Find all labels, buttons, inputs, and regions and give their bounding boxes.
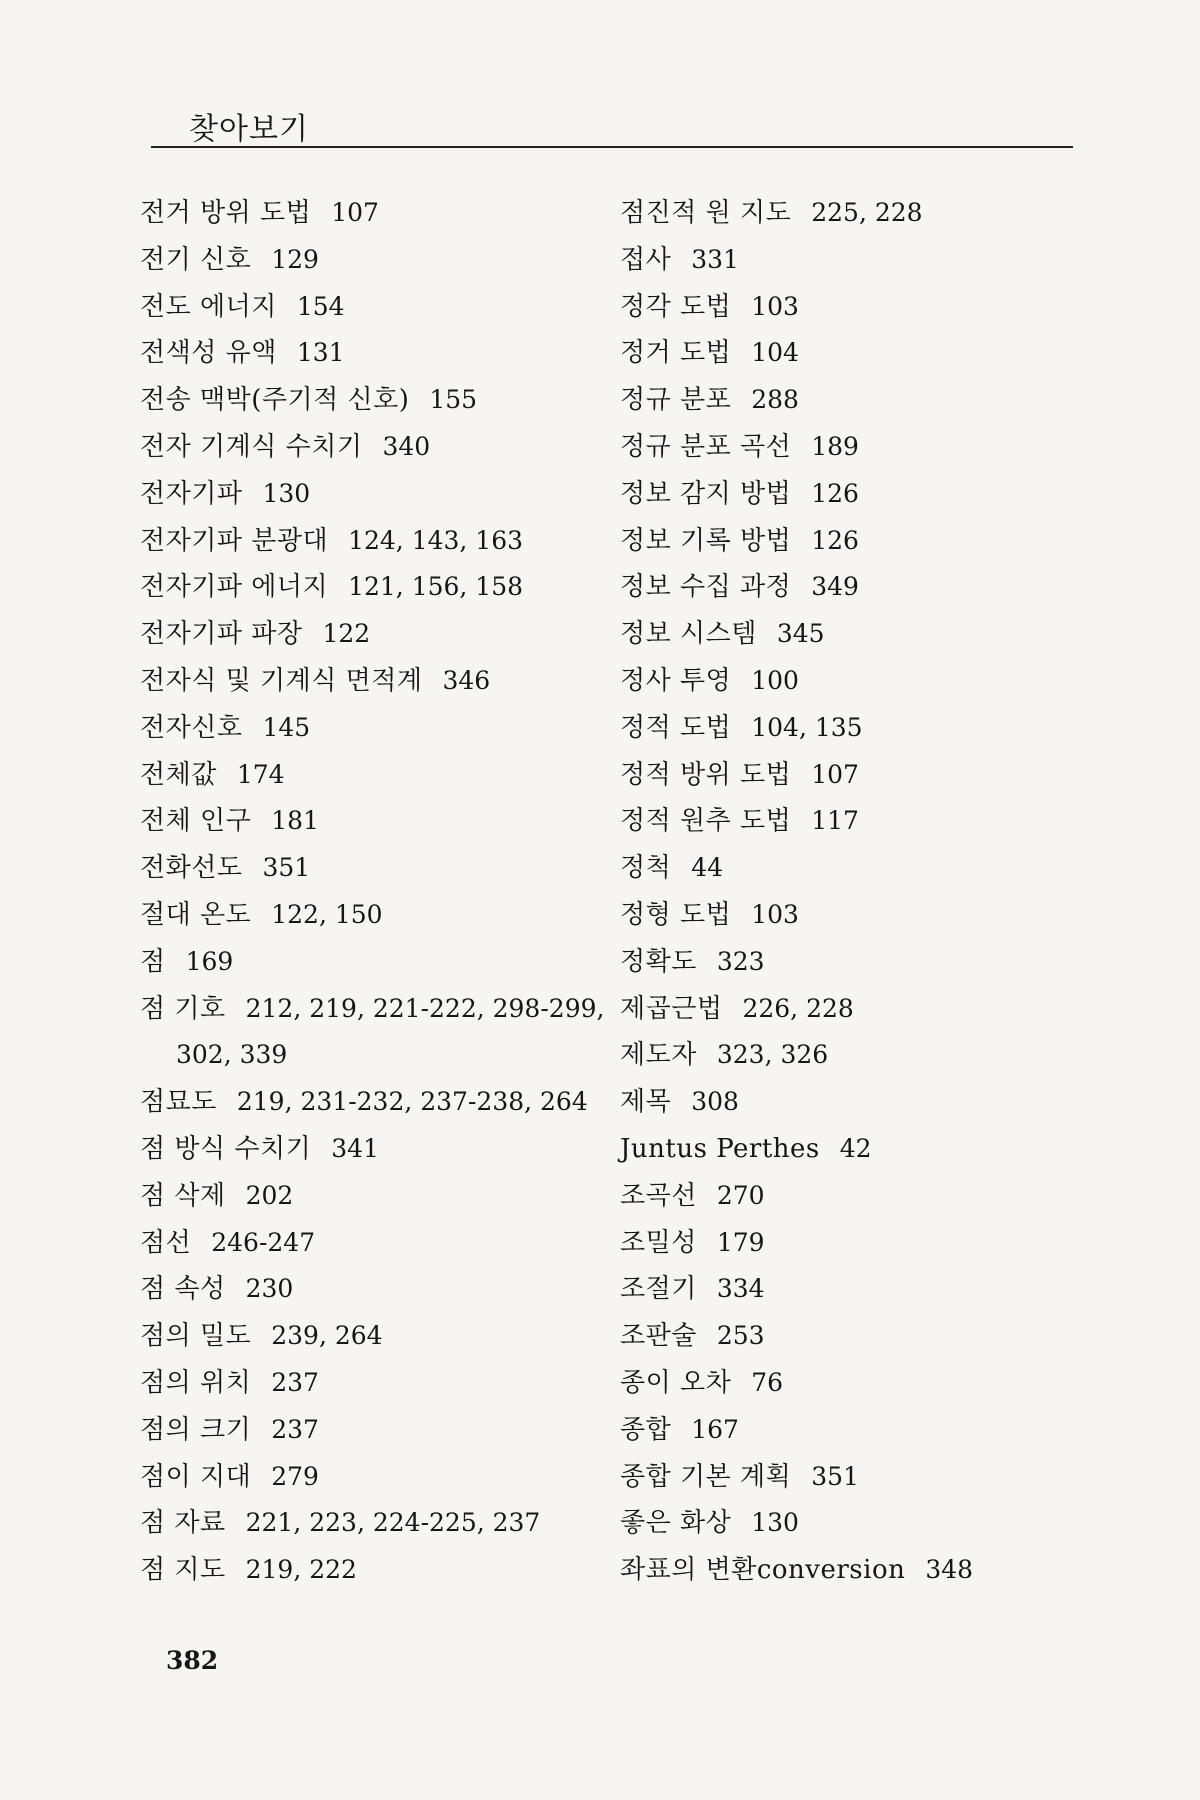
index-pages: 221, 223, 224-225, 237: [245, 1508, 541, 1538]
index-entry: [620, 190, 1100, 237]
index-pages: 42: [839, 1133, 872, 1163]
index-term: 제곱근법: [620, 993, 723, 1024]
index-entry: [140, 845, 620, 892]
index-term: 정적 방위 도법: [620, 759, 792, 790]
index-pages: 253: [716, 1321, 765, 1351]
index-term: 점의 크기: [140, 1414, 252, 1445]
index-entry: [620, 1407, 1100, 1454]
index-entry: [140, 752, 620, 799]
index-pages: 308: [691, 1087, 739, 1117]
index-term: 정보 수집 과정: [620, 572, 792, 603]
index-term: 조밀성: [620, 1227, 697, 1258]
index-pages: 202: [245, 1180, 294, 1210]
index-term: 전자기파 분광대: [140, 525, 329, 556]
index-entry: [620, 845, 1100, 892]
index-entry: [620, 1126, 1100, 1173]
index-term: 정확도: [620, 946, 697, 977]
index-entry: [140, 1032, 620, 1079]
index-pages: 349: [811, 572, 859, 602]
index-term: 정적 도법: [620, 712, 732, 743]
index-term: 전체 인구: [140, 806, 252, 837]
index-term: 점이 지대: [140, 1461, 252, 1492]
index-entry: [140, 471, 620, 518]
index-entry: [620, 1313, 1100, 1360]
index-pages: 212, 219, 221-222, 298-299,: [245, 993, 605, 1023]
index-term: 점: [140, 946, 166, 977]
page-number: 382: [166, 1646, 219, 1675]
index-pages: 230: [245, 1274, 294, 1304]
index-term: 전자기파 에너지: [140, 572, 329, 603]
index-entry: [140, 939, 620, 986]
index-term: 정척: [620, 853, 672, 884]
index-pages: 181: [271, 806, 319, 836]
index-pages: 219, 231-232, 237-238, 264: [236, 1087, 588, 1117]
index-pages: 174: [236, 759, 285, 789]
index-pages: 155: [429, 385, 478, 415]
index-term: 점의 밀도: [140, 1321, 252, 1352]
index-entry: [620, 658, 1100, 705]
index-term: 전화선도: [140, 853, 243, 884]
index-pages: 334: [716, 1274, 765, 1304]
index-entry: [140, 564, 620, 611]
index-entry: [140, 377, 620, 424]
index-pages: 219, 222: [245, 1555, 357, 1585]
index-pages: 346: [442, 665, 491, 695]
index-term: 정보 감지 방법: [620, 478, 792, 509]
index-term: 점 방식 수치기: [140, 1133, 312, 1164]
index-pages: 107: [331, 198, 379, 227]
index-entry: [140, 1313, 620, 1360]
index-entry: [140, 284, 620, 331]
index-entry: [140, 237, 620, 284]
index-term: 종합 기본 계획: [620, 1461, 792, 1492]
index-term: 정보 시스템: [620, 619, 757, 650]
index-term: 좌표의 변환conversion: [620, 1555, 906, 1586]
index-pages: 246-247: [211, 1227, 316, 1257]
index-term: 정각 도법: [620, 291, 732, 322]
index-pages: 189: [811, 431, 859, 461]
index-term: 종이 오차: [620, 1367, 732, 1398]
index-pages: 331: [691, 244, 739, 274]
index-entry: [620, 1173, 1100, 1220]
index-entry: [140, 1360, 620, 1407]
index-term: 조판술: [620, 1321, 697, 1352]
index-entry: [620, 564, 1100, 611]
index-term: 전자 기계식 수치기: [140, 431, 363, 462]
index-term: 정거 도법: [620, 338, 732, 369]
index-column-left: [140, 190, 620, 1594]
index-term: 정적 원추 도법: [620, 806, 792, 837]
index-term: 전기 신호: [140, 244, 252, 275]
index-entry: [140, 1126, 620, 1173]
index-pages: 129: [271, 244, 319, 274]
index-pages: 237: [271, 1414, 319, 1444]
index-entry: [620, 284, 1100, 331]
index-pages: 131: [296, 338, 345, 368]
index-term: 점 기호: [140, 993, 226, 1024]
index-entry: [140, 611, 620, 658]
index-term: 조절기: [620, 1274, 697, 1305]
index-term: 점선: [140, 1227, 192, 1258]
index-term: 전거 방위 도법: [140, 198, 312, 228]
index-pages: 104, 135: [751, 712, 863, 742]
index-pages: 126: [811, 525, 859, 555]
index-entry: [140, 1079, 620, 1126]
index-entry: [620, 705, 1100, 752]
index-term: 점 속성: [140, 1274, 226, 1305]
index-entry: [140, 705, 620, 752]
index-pages: 225, 228: [811, 198, 923, 227]
index-entry: [140, 658, 620, 705]
index-pages: 103: [751, 291, 799, 321]
index-term: 전자기파: [140, 478, 243, 509]
index-entry: [620, 798, 1100, 845]
index-pages: 124, 143, 163: [348, 525, 524, 555]
index-pages: 126: [811, 478, 859, 508]
index-entry: [620, 1266, 1100, 1313]
index-pages: 237: [271, 1367, 319, 1397]
index-term: 점묘도: [140, 1087, 217, 1118]
index-entry: [140, 1220, 620, 1267]
index-term: 제도자: [620, 1040, 697, 1071]
running-header: [151, 86, 1073, 148]
index-entry: [620, 518, 1100, 565]
index-pages: 122, 150: [271, 899, 383, 929]
index-term: 정사 투영: [620, 665, 732, 696]
index-pages: 122: [322, 619, 371, 649]
index-term: 전송 맥박(주기적 신호): [140, 385, 410, 416]
index-entry: [620, 892, 1100, 939]
index-entry: [140, 518, 620, 565]
index-entry: [620, 611, 1100, 658]
index-term: 점 자료: [140, 1508, 226, 1539]
index-pages: 323, 326: [716, 1040, 829, 1070]
index-pages: 154: [296, 291, 345, 321]
index-pages: 226, 228: [742, 993, 854, 1023]
index-pages: 345: [776, 619, 825, 649]
index-pages: 130: [751, 1508, 799, 1538]
index-term: 종합: [620, 1414, 672, 1445]
index-pages: 104: [751, 338, 799, 368]
index-pages: 270: [716, 1180, 765, 1210]
index-entry: [620, 1220, 1100, 1267]
index-pages: 76: [751, 1367, 784, 1397]
header-title: 찾아보기: [189, 112, 309, 147]
index-term: 정규 분포 곡선: [620, 431, 792, 462]
index-term: 제목: [620, 1087, 672, 1118]
index-entry: [140, 892, 620, 939]
index-entry: [620, 237, 1100, 284]
index-pages: 117: [811, 806, 859, 836]
index-pages: 351: [811, 1461, 859, 1491]
index-term: 절대 온도: [140, 899, 252, 930]
index-pages: 323: [716, 946, 765, 976]
index-term: 전도 에너지: [140, 291, 277, 322]
index-entry: [140, 1547, 620, 1594]
index-term: 전색성 유액: [140, 338, 277, 369]
index-term: 점 지도: [140, 1555, 226, 1586]
index-term: 접사: [620, 244, 672, 275]
index-entry: [620, 939, 1100, 986]
index-term: Juntus Perthes: [620, 1133, 820, 1164]
index-pages: 351: [262, 853, 311, 883]
index-term: 정형 도법: [620, 899, 732, 930]
index-entry: [140, 1173, 620, 1220]
index-pages: 348: [925, 1555, 974, 1585]
index-pages: 44: [691, 853, 724, 883]
index-pages: 103: [751, 899, 799, 929]
index-entry: [140, 986, 620, 1033]
index-term: 조곡선: [620, 1180, 697, 1211]
index-pages: 179: [716, 1227, 765, 1257]
index-entry: [620, 1079, 1100, 1126]
index-pages: 121, 156, 158: [348, 572, 524, 602]
index-pages: 341: [331, 1133, 379, 1163]
index-entry: [140, 330, 620, 377]
index-entry: [620, 986, 1100, 1033]
index-pages: 279: [271, 1461, 319, 1491]
index-pages: 340: [382, 431, 431, 461]
index-entry: [620, 1032, 1100, 1079]
index-pages: 145: [262, 712, 311, 742]
index-term: 좋은 화상: [620, 1508, 732, 1539]
index-entry: [620, 377, 1100, 424]
index-term: 정규 분포: [620, 385, 732, 416]
index-pages: 130: [262, 478, 311, 508]
index-entry: [140, 1407, 620, 1454]
index-term: 점의 위치: [140, 1367, 252, 1398]
index-entry: [140, 798, 620, 845]
index-entry: [620, 330, 1100, 377]
index-pages: 167: [691, 1414, 739, 1444]
index-entry: [620, 1500, 1100, 1547]
index-entry: [620, 752, 1100, 799]
index-entry: [140, 424, 620, 471]
index-pages: 239, 264: [271, 1321, 383, 1351]
index-term: 점진적 원 지도: [620, 198, 792, 228]
index-entry: [140, 1266, 620, 1313]
index-entry: [620, 424, 1100, 471]
index-term: 전자기파 파장: [140, 619, 303, 650]
index-entry: [140, 1500, 620, 1547]
index-term: 정보 기록 방법: [620, 525, 792, 556]
index-entry: [620, 1547, 1100, 1594]
index-term: 점 삭제: [140, 1180, 226, 1211]
index-entry: [620, 1454, 1100, 1501]
index-entry: [140, 190, 620, 237]
index-pages: 302, 339: [176, 1040, 288, 1070]
index-term: 전체값: [140, 759, 217, 790]
index-column-right: [620, 190, 1100, 1594]
index-entry: [620, 1360, 1100, 1407]
index-term: 전자신호: [140, 712, 243, 743]
index-pages: 107: [811, 759, 859, 789]
index-pages: 169: [185, 946, 234, 976]
index-pages: 288: [751, 385, 799, 415]
index-entry: [620, 471, 1100, 518]
index-term: 전자식 및 기계식 면적계: [140, 665, 423, 696]
index-pages: 100: [751, 665, 799, 695]
index-entry: [140, 1454, 620, 1501]
